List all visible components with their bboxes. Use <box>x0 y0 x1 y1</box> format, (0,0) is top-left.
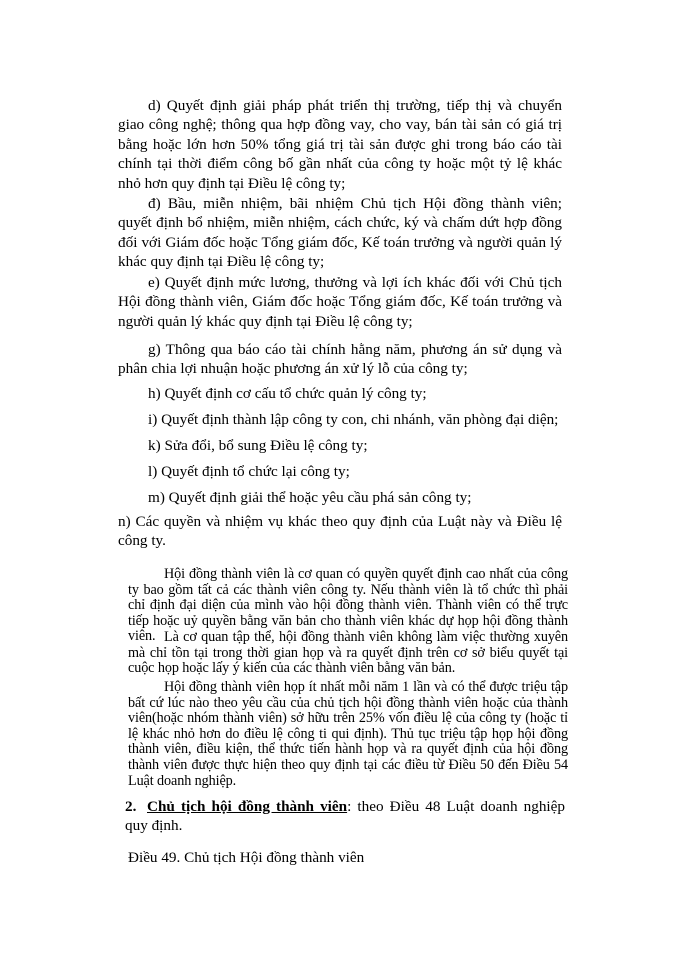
item-k-charter-amend: k) Sửa đổi, bổ sung Điều lệ công ty; <box>148 437 368 454</box>
item-i-subsidiaries: i) Quyết định thành lập công ty con, chi nhánh, văn phòng đại diện; <box>148 411 559 428</box>
item-g-financial-report: g) Thông qua báo cáo tài chính hằng năm, phương án sử dụng và phân chia lợi nhuận hoặc phương án xử lý lỗ của công ty; <box>118 341 562 378</box>
item-d-market-decisions: d) Quyết định giải pháp phát triển thị trường, tiếp thị và chuyển giao công nghệ; thông qua hợp đồng vay, cho vay, bán tài sản có giá trị bằng hoặc lớn hơn 50% tổng giá trị tài sản được ghi trong báo cáo tài chính tại thời điểm công bố gần nhất của công ty hoặc một tỷ lệ khác nhỏ hơn quy định tại Điều lệ công ty; <box>118 97 562 192</box>
section-title: Chủ tịch hội đồng thành viên <box>147 798 348 815</box>
item-n-other-rights: n) Các quyền và nhiệm vụ khác theo quy định của Luật này và Điều lệ công ty. <box>118 513 562 550</box>
section-number: 2. <box>125 798 137 815</box>
explanation-paragraph-3: Hội đồng thành viên họp ít nhất mỗi năm 1 lần và có thể được triệu tập bất cứ lúc nào theo yêu cầu của chủ tịch hội đồng thành viên hoặc của thành viên(hoặc nhóm thành viên) sở hữu trên 25% vốn điều lệ của công ty (hoặc tỉ lệ khác nhỏ hơn do điều lệ công ti qui định). Thủ tục triệu tập họp hội đồng thành viên, điều kiện, thể thức tiến hành họp và ra quyết định của hội đồng thành viên được thực hiện theo quy định tại các điều từ Điều 50 đến Điều 54 Luật doanh nghiệp. <box>128 679 568 789</box>
explanation-paragraph-1: Hội đồng thành viên là cơ quan có quyền quyết định cao nhất của công ty bao gồm tất cả các thành viên công ty. Nếu thành viên là tổ chức thì phải chỉ định đại diện của mình vào hội đồng thành viên. Thành viên có thể trực tiếp hoặc uỷ quyền bằng văn bản cho thành viên khác dự họp hội đồng thành viên. <box>128 566 568 645</box>
item-l-reorganize: l) Quyết định tổ chức lại công ty; <box>148 463 350 480</box>
item-e-salary: e) Quyết định mức lương, thưởng và lợi ích khác đối với Chủ tịch Hội đồng thành viên, Giám đốc hoặc Tổng giám đốc, Kế toán trưởng và người quản lý khác quy định tại Điều lệ công ty; <box>118 274 562 330</box>
section-2-heading <box>125 797 565 836</box>
item-m-dissolution: m) Quyết định giải thể hoặc yêu cầu phá sản công ty; <box>148 489 472 506</box>
item-dd-appointments: đ) Bầu, miễn nhiệm, bãi nhiệm Chủ tịch Hội đồng thành viên; quyết định bổ nhiệm, miễn nhiệm, cách chức, ký và chấm dứt hợp đồng đối với Giám đốc hoặc Tổng giám đốc, Kế toán trưởng và người quản lý khác quy định tại Điều lệ công ty; <box>118 195 562 271</box>
section-reference: : theo Điều 48 Luật doanh nghiệp quy định. <box>125 798 565 835</box>
explanation-paragraph-2: Là cơ quan tập thể, hội đồng thành viên không làm việc thường xuyên mà chỉ tồn tại trong thời gian họp và ra quyết định trên cơ sở biểu quyết tại cuộc họp hoặc lấy ý kiến của các thành viên bằng văn bản. <box>128 629 568 677</box>
article-49-title: Điều 49. Chủ tịch Hội đồng thành viên <box>128 849 365 866</box>
item-h-structure: h) Quyết định cơ cấu tổ chức quản lý công ty; <box>148 385 427 402</box>
